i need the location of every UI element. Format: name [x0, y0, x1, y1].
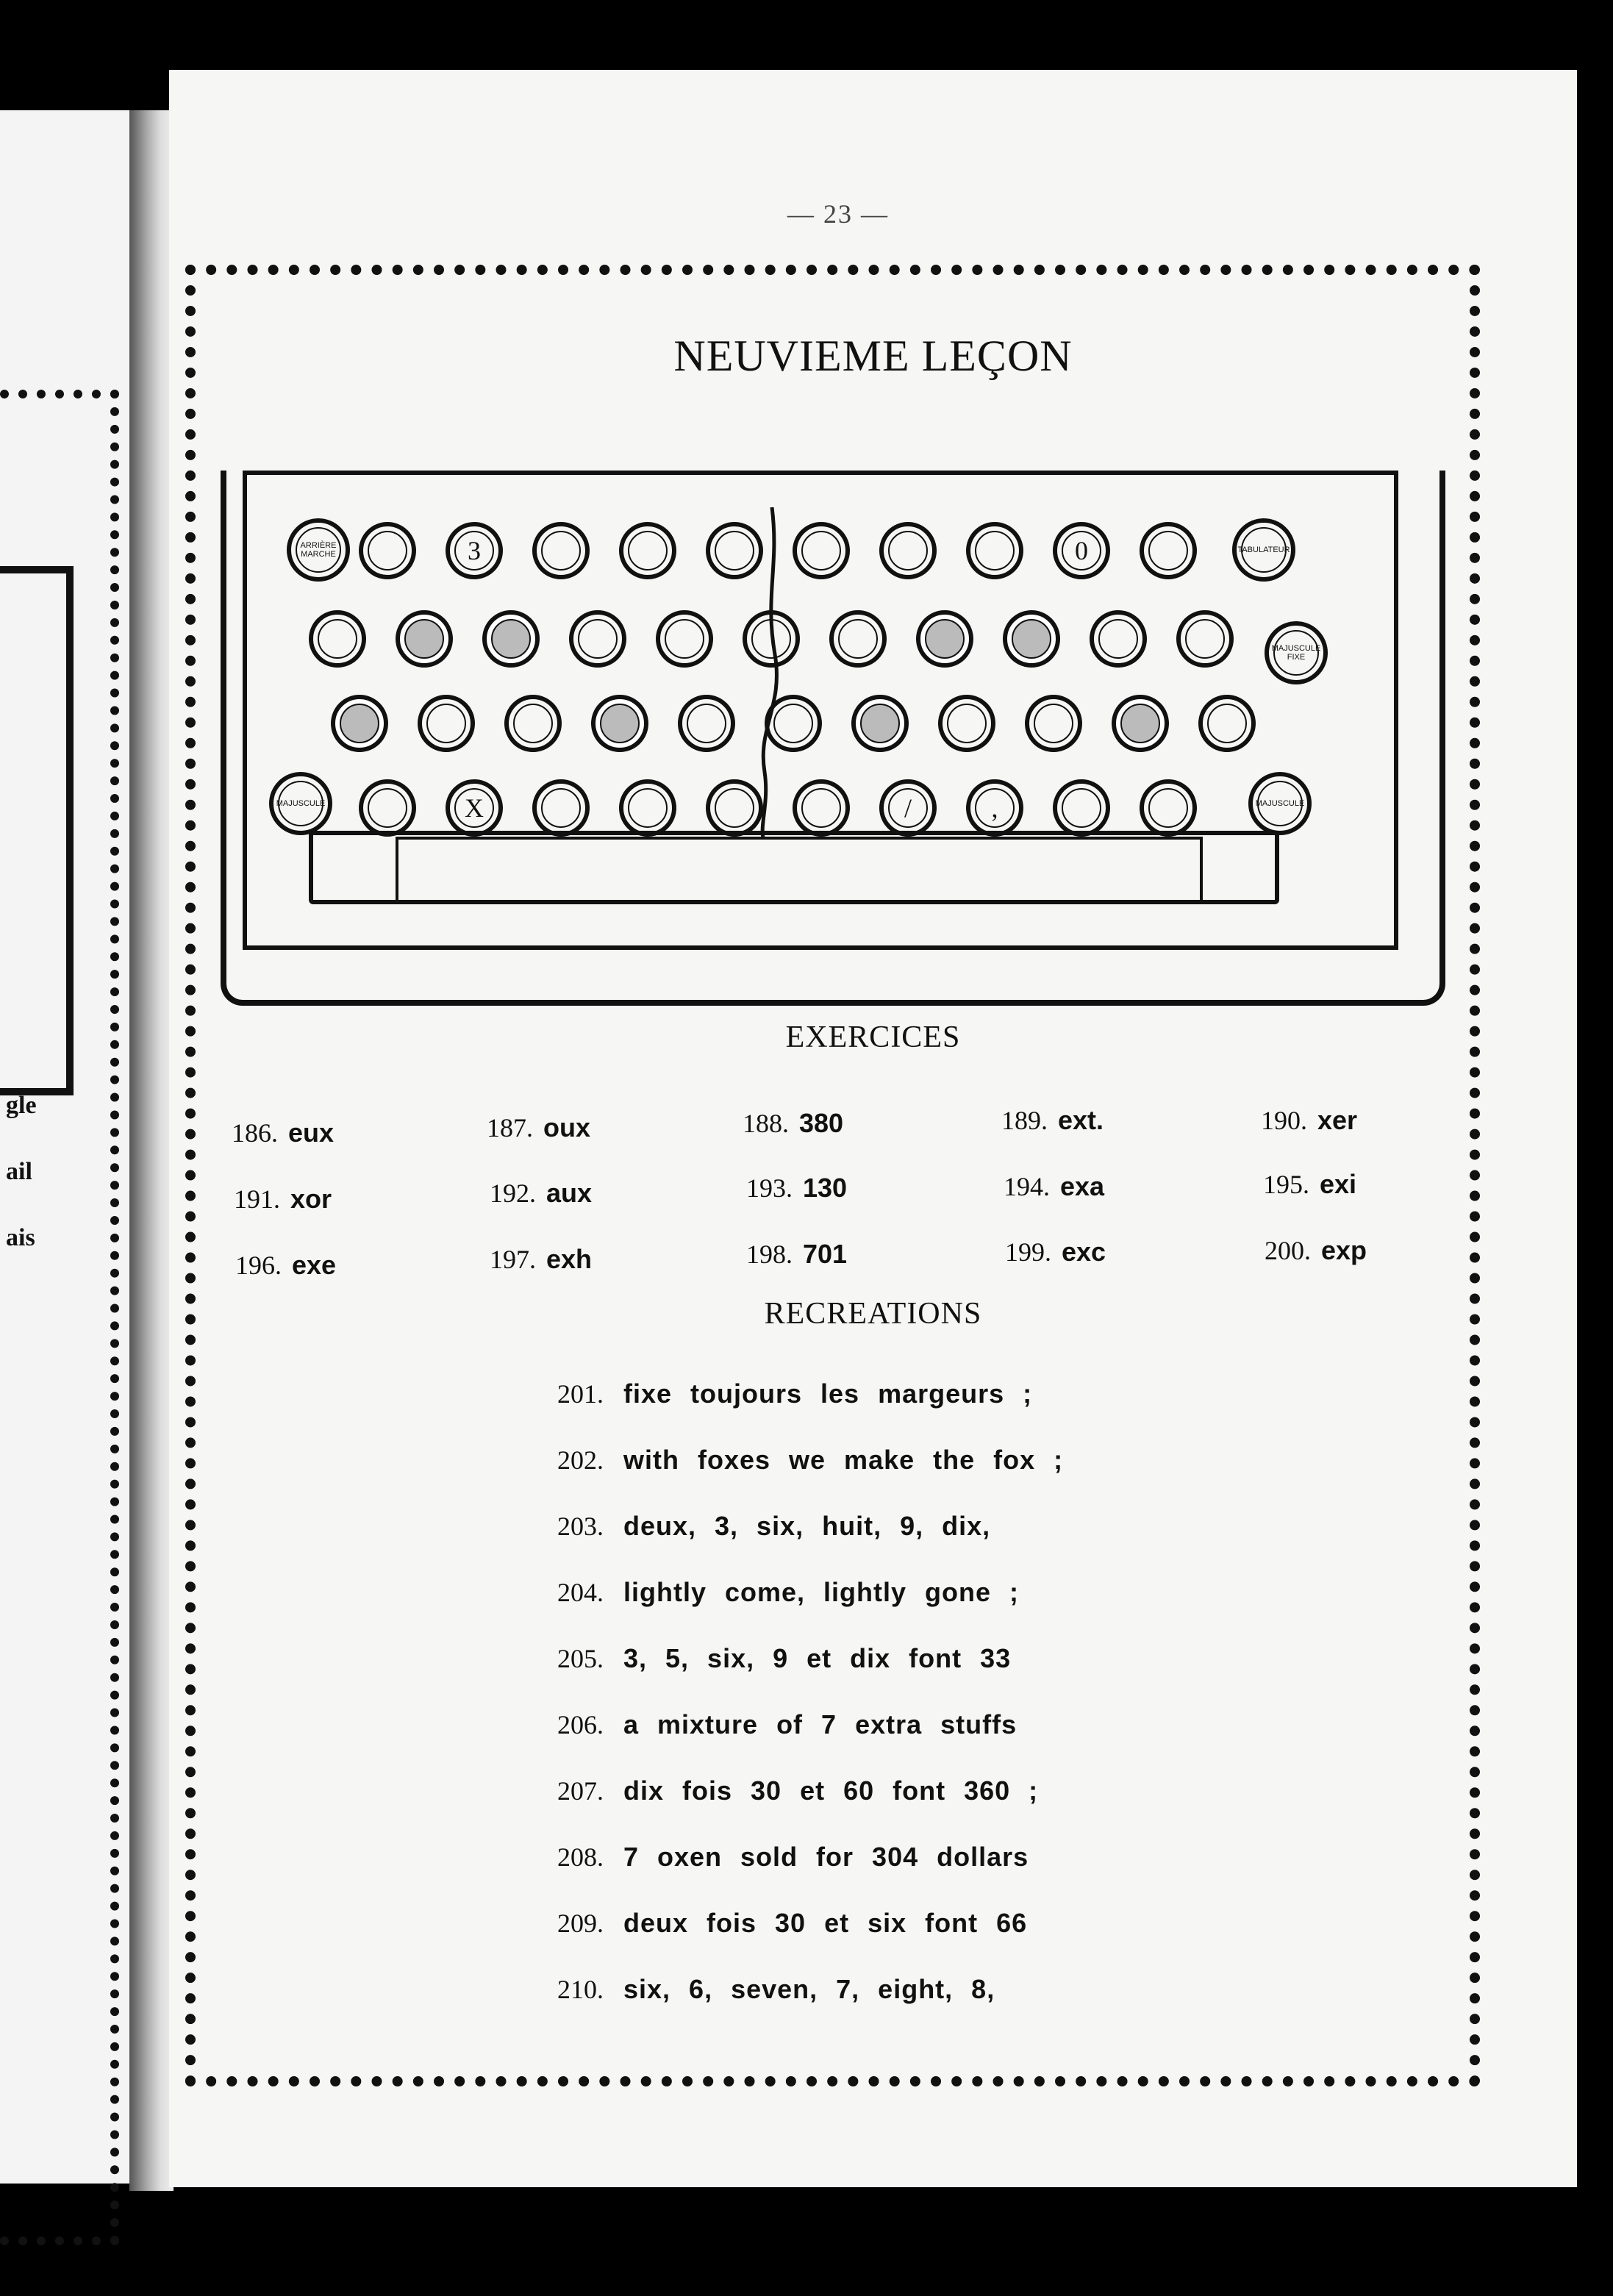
- exercise-item: 189. ext.: [1001, 1105, 1104, 1135]
- majuscule-left-key: MAJUSCULE: [269, 772, 332, 835]
- keyboard-key-shaded: [331, 695, 388, 752]
- spacebar: [309, 831, 1279, 904]
- keyboard-key-shaded: [916, 610, 973, 668]
- key-x: X: [446, 779, 503, 837]
- key-0: 0: [1053, 522, 1110, 579]
- recreation-line: 201. fixe toujours les margeurs ;: [557, 1378, 1033, 1409]
- recreation-line: 206. a mixture of 7 extra stuffs: [557, 1709, 1017, 1739]
- keyboard-diagram: [221, 471, 1434, 1015]
- keyboard-key: [938, 695, 995, 752]
- keyboard-key: [656, 610, 713, 668]
- keyboard-key-shaded: [851, 695, 909, 752]
- keyboard-key: [359, 522, 416, 579]
- keyboard-key: [359, 779, 416, 837]
- tabulateur-key: TABULATEUR: [1232, 518, 1295, 582]
- keyboard-key-shaded: [396, 610, 453, 668]
- keyboard-key: [793, 779, 850, 837]
- key-3: 3: [446, 522, 503, 579]
- exercise-item: 194. exa: [1004, 1171, 1105, 1201]
- exercices-heading: EXERCICES: [785, 1020, 961, 1054]
- exercise-item: 187. oux: [487, 1112, 591, 1142]
- exercise-item: 197. exh: [490, 1244, 593, 1274]
- exercise-item: 199. exc: [1005, 1237, 1106, 1267]
- keyboard-key: [1053, 779, 1110, 837]
- keyboard-key: [532, 779, 590, 837]
- keyboard-key: [678, 695, 735, 752]
- keyboard-key: [793, 522, 850, 579]
- book-gutter: [129, 110, 174, 2191]
- exercise-item: 190. xer: [1261, 1105, 1358, 1135]
- page-title: NEUVIEME LEÇON: [673, 332, 1073, 380]
- keyboard-key-shaded: [482, 610, 540, 668]
- exercise-item: 200. exp: [1265, 1235, 1367, 1265]
- majuscule-right-key: MAJUSCULE: [1248, 772, 1312, 835]
- keyboard-key: [619, 779, 676, 837]
- keyboard-key: [1025, 695, 1082, 752]
- recreation-line: 202. with foxes we make the fox ;: [557, 1445, 1064, 1475]
- recreations-heading: RECREATIONS: [764, 1297, 982, 1331]
- keyboard-key-shaded: [591, 695, 648, 752]
- keyboard-key: [966, 522, 1023, 579]
- exercise-item: 193. 130: [746, 1173, 848, 1203]
- keyboard-key: [1090, 610, 1147, 668]
- keyboard-key-shaded: [1003, 610, 1060, 668]
- keyboard-key: [1176, 610, 1234, 668]
- page: [169, 70, 1577, 2187]
- keyboard-key: [879, 522, 937, 579]
- keyboard-key-shaded: [1112, 695, 1169, 752]
- recreation-line: 205. 3, 5, six, 9 et dix font 33: [557, 1643, 1012, 1673]
- previous-page-fragment: ais: [6, 1224, 35, 1251]
- exercise-item: 188. 380: [743, 1108, 844, 1138]
- recreation-line: 209. deux fois 30 et six font 66: [557, 1908, 1028, 1938]
- hand-divider-line: [750, 507, 794, 838]
- recreation-line: 210. six, 6, seven, 7, eight, 8,: [557, 1974, 995, 2004]
- keyboard-key: [1140, 779, 1197, 837]
- page-number: — 23 —: [787, 199, 889, 229]
- keyboard-key: [569, 610, 626, 668]
- keyboard-key: [418, 695, 475, 752]
- majuscule-fixe-key: MAJUSCULE FIXE: [1265, 621, 1328, 684]
- keyboard-key: [1140, 522, 1197, 579]
- exercise-item: 196. exe: [235, 1250, 337, 1280]
- exercise-item: 192. aux: [490, 1178, 593, 1208]
- previous-page-keyboard: [0, 566, 74, 1095]
- arriere-marche-key: ARRIÈRE MARCHE: [287, 518, 350, 582]
- keyboard-key: [829, 610, 887, 668]
- key-comma: ,: [966, 779, 1023, 837]
- recreation-line: 203. deux, 3, six, huit, 9, dix,: [557, 1511, 991, 1541]
- previous-page-fragment: ail: [6, 1158, 32, 1185]
- keyboard-key: [309, 610, 366, 668]
- recreation-line: 208. 7 oxen sold for 304 dollars: [557, 1842, 1029, 1872]
- keyboard-key: [532, 522, 590, 579]
- previous-page: [0, 110, 147, 2184]
- spacebar-bar: [396, 837, 1203, 904]
- exercise-item: 191. xor: [234, 1184, 332, 1214]
- recreation-line: 204. lightly come, lightly gone ;: [557, 1577, 1020, 1607]
- exercise-item: 186. eux: [232, 1117, 335, 1148]
- exercise-item: 198. 701: [746, 1239, 848, 1269]
- keyboard-key: [504, 695, 562, 752]
- recreation-line: 207. dix fois 30 et 60 font 360 ;: [557, 1775, 1039, 1806]
- key-slash: /: [879, 779, 937, 837]
- keyboard-key: [1198, 695, 1256, 752]
- previous-page-fragment: gle: [6, 1092, 37, 1119]
- exercise-item: 195. exi: [1263, 1169, 1357, 1199]
- keyboard-key: [619, 522, 676, 579]
